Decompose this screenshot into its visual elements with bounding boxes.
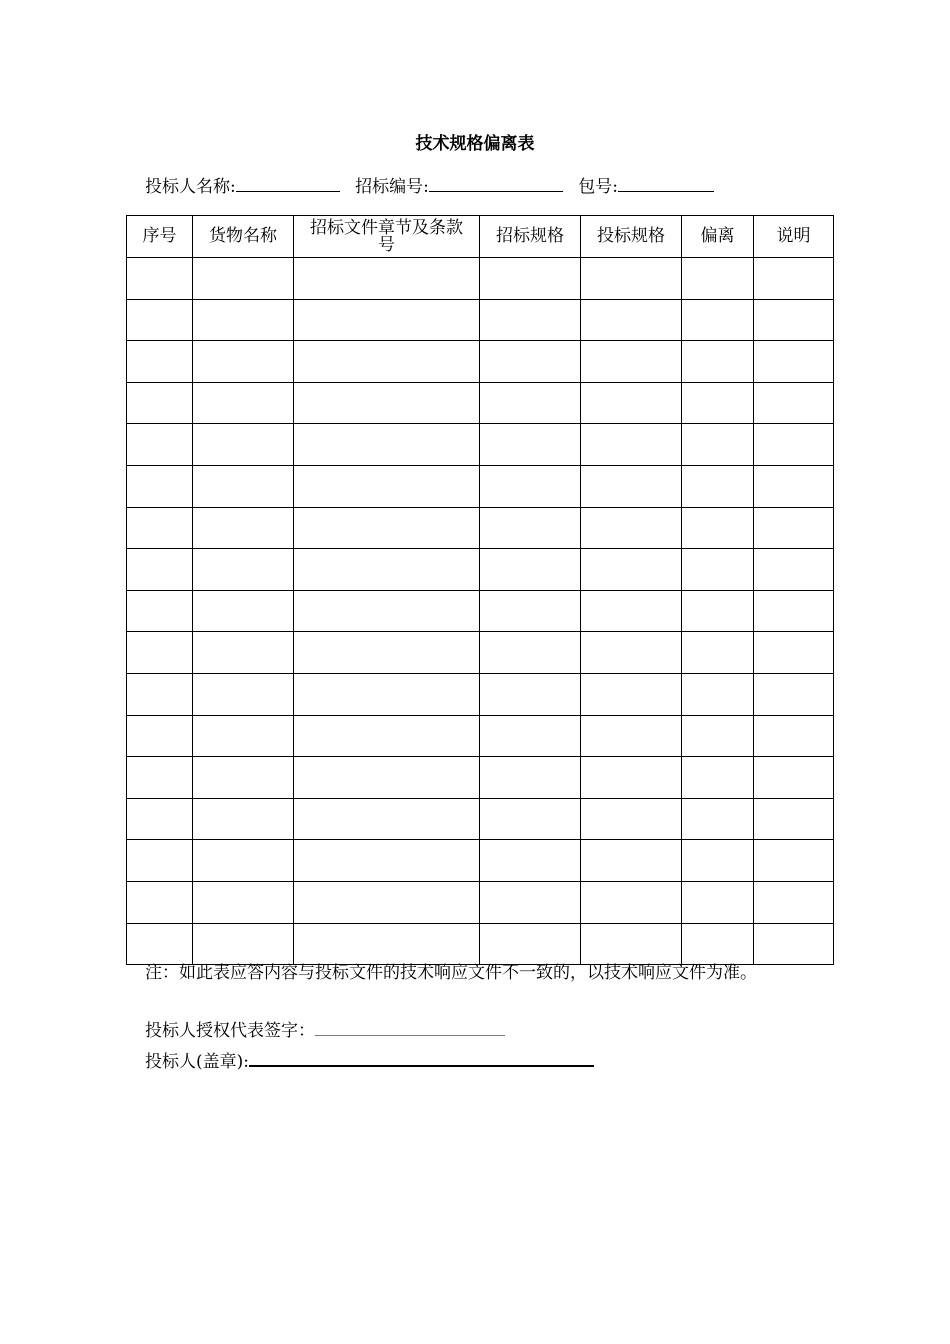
cell-tender-spec[interactable] — [480, 341, 581, 383]
cell-deviation[interactable] — [682, 258, 754, 300]
rep-signature-blank[interactable] — [315, 1021, 505, 1036]
cell-serial-no[interactable] — [127, 840, 193, 882]
cell-remarks[interactable] — [754, 840, 834, 882]
cell-bid-spec[interactable] — [581, 382, 682, 424]
cell-clause-no[interactable] — [294, 632, 480, 674]
header-bid-spec: 投标规格 — [581, 216, 682, 258]
cell-serial-no[interactable] — [127, 549, 193, 591]
cell-deviation[interactable] — [682, 549, 754, 591]
table-row — [127, 549, 834, 591]
cell-bid-spec[interactable] — [581, 757, 682, 799]
cell-clause-no[interactable] — [294, 715, 480, 757]
cell-serial-no[interactable] — [127, 632, 193, 674]
tender-no-blank[interactable] — [429, 177, 563, 192]
cell-serial-no[interactable] — [127, 382, 193, 424]
cell-tender-spec[interactable] — [480, 715, 581, 757]
cell-tender-spec[interactable] — [480, 632, 581, 674]
cell-deviation[interactable] — [682, 424, 754, 466]
cell-goods-name[interactable] — [193, 341, 294, 383]
cell-clause-no[interactable] — [294, 673, 480, 715]
cell-remarks[interactable] — [754, 549, 834, 591]
cell-goods-name[interactable] — [193, 465, 294, 507]
cell-bid-spec[interactable] — [581, 424, 682, 466]
bidder-info-line — [145, 176, 714, 198]
table-row — [127, 757, 834, 799]
cell-remarks[interactable] — [754, 798, 834, 840]
cell-tender-spec[interactable] — [480, 840, 581, 882]
cell-remarks[interactable] — [754, 673, 834, 715]
cell-serial-no[interactable] — [127, 258, 193, 300]
table-row — [127, 299, 834, 341]
package-no-field — [578, 176, 714, 198]
cell-goods-name[interactable] — [193, 923, 294, 965]
cell-tender-spec[interactable] — [480, 549, 581, 591]
cell-clause-no[interactable] — [294, 258, 480, 300]
cell-goods-name[interactable] — [193, 590, 294, 632]
cell-goods-name[interactable] — [193, 632, 294, 674]
cell-tender-spec[interactable] — [480, 258, 581, 300]
cell-deviation[interactable] — [682, 673, 754, 715]
cell-tender-spec[interactable] — [480, 757, 581, 799]
seal-blank[interactable] — [249, 1050, 594, 1067]
cell-goods-name[interactable] — [193, 507, 294, 549]
cell-tender-spec[interactable] — [480, 923, 581, 965]
cell-remarks[interactable] — [754, 757, 834, 799]
cell-serial-no[interactable] — [127, 299, 193, 341]
deviation-table — [126, 215, 834, 965]
cell-deviation[interactable] — [682, 840, 754, 882]
cell-deviation[interactable] — [682, 757, 754, 799]
cell-deviation[interactable] — [682, 507, 754, 549]
header-remarks: 说明 — [754, 216, 834, 258]
table-row — [127, 465, 834, 507]
cell-bid-spec[interactable] — [581, 299, 682, 341]
table-row — [127, 673, 834, 715]
cell-bid-spec[interactable] — [581, 549, 682, 591]
cell-remarks[interactable] — [754, 341, 834, 383]
cell-deviation[interactable] — [682, 923, 754, 965]
table-row — [127, 258, 834, 300]
cell-bid-spec[interactable] — [581, 507, 682, 549]
cell-remarks[interactable] — [754, 881, 834, 923]
cell-deviation[interactable] — [682, 465, 754, 507]
cell-remarks[interactable] — [754, 299, 834, 341]
cell-clause-no[interactable] — [294, 590, 480, 632]
cell-deviation[interactable] — [682, 715, 754, 757]
cell-remarks[interactable] — [754, 507, 834, 549]
cell-serial-no[interactable] — [127, 881, 193, 923]
table-row — [127, 341, 834, 383]
cell-clause-no[interactable] — [294, 881, 480, 923]
cell-remarks[interactable] — [754, 632, 834, 674]
cell-goods-name[interactable] — [193, 424, 294, 466]
table-row — [127, 632, 834, 674]
cell-goods-name[interactable] — [193, 299, 294, 341]
cell-tender-spec[interactable] — [480, 465, 581, 507]
cell-clause-no[interactable] — [294, 465, 480, 507]
header-goods-name: 货物名称 — [193, 216, 294, 258]
cell-bid-spec[interactable] — [581, 258, 682, 300]
cell-deviation[interactable] — [682, 798, 754, 840]
cell-bid-spec[interactable] — [581, 923, 682, 965]
table-row — [127, 840, 834, 882]
cell-deviation[interactable] — [682, 382, 754, 424]
rep-signature-label: 投标人授权代表签字： — [145, 1021, 315, 1041]
cell-tender-spec[interactable] — [480, 881, 581, 923]
table-row — [127, 923, 834, 965]
cell-tender-spec[interactable] — [480, 590, 581, 632]
seal-line — [145, 1050, 594, 1073]
table-row — [127, 798, 834, 840]
table-header-row — [127, 216, 834, 258]
table-body — [127, 258, 834, 965]
cell-goods-name[interactable] — [193, 881, 294, 923]
tender-no-field — [355, 176, 563, 198]
cell-bid-spec[interactable] — [581, 465, 682, 507]
cell-goods-name[interactable] — [193, 258, 294, 300]
cell-remarks[interactable] — [754, 465, 834, 507]
cell-goods-name[interactable] — [193, 715, 294, 757]
cell-goods-name[interactable] — [193, 757, 294, 799]
cell-tender-spec[interactable] — [480, 507, 581, 549]
cell-bid-spec[interactable] — [581, 840, 682, 882]
header-deviation: 偏离 — [682, 216, 754, 258]
cell-bid-spec[interactable] — [581, 673, 682, 715]
cell-serial-no[interactable] — [127, 673, 193, 715]
cell-remarks[interactable] — [754, 715, 834, 757]
cell-serial-no[interactable] — [127, 590, 193, 632]
cell-clause-no[interactable] — [294, 798, 480, 840]
cell-serial-no[interactable] — [127, 465, 193, 507]
cell-deviation[interactable] — [682, 632, 754, 674]
cell-bid-spec[interactable] — [581, 341, 682, 383]
cell-clause-no[interactable] — [294, 341, 480, 383]
cell-tender-spec[interactable] — [480, 424, 581, 466]
bidder-name-field — [145, 176, 340, 198]
cell-remarks[interactable] — [754, 258, 834, 300]
table-row — [127, 507, 834, 549]
cell-bid-spec[interactable] — [581, 798, 682, 840]
cell-tender-spec[interactable] — [480, 673, 581, 715]
cell-serial-no[interactable] — [127, 715, 193, 757]
cell-goods-name[interactable] — [193, 673, 294, 715]
cell-clause-no[interactable] — [294, 507, 480, 549]
cell-bid-spec[interactable] — [581, 715, 682, 757]
cell-goods-name[interactable] — [193, 840, 294, 882]
header-clause-no: 招标文件章节及条款号 — [294, 216, 480, 258]
bidder-name-blank[interactable] — [236, 177, 340, 192]
package-no-blank[interactable] — [618, 177, 714, 192]
cell-serial-no[interactable] — [127, 507, 193, 549]
cell-serial-no[interactable] — [127, 424, 193, 466]
package-no-label: 包号: — [578, 177, 619, 197]
cell-tender-spec[interactable] — [480, 798, 581, 840]
cell-deviation[interactable] — [682, 881, 754, 923]
table-row — [127, 715, 834, 757]
cell-clause-no[interactable] — [294, 757, 480, 799]
cell-tender-spec[interactable] — [480, 299, 581, 341]
cell-clause-no[interactable] — [294, 840, 480, 882]
cell-remarks[interactable] — [754, 923, 834, 965]
cell-serial-no[interactable] — [127, 757, 193, 799]
cell-remarks[interactable] — [754, 382, 834, 424]
rep-signature-line — [145, 1020, 505, 1042]
table-row — [127, 881, 834, 923]
header-serial-no: 序号 — [127, 216, 193, 258]
seal-label: 投标人(盖章): — [145, 1052, 249, 1072]
header-tender-spec: 招标规格 — [480, 216, 581, 258]
cell-bid-spec[interactable] — [581, 881, 682, 923]
cell-deviation[interactable] — [682, 590, 754, 632]
cell-bid-spec[interactable] — [581, 632, 682, 674]
cell-clause-no[interactable] — [294, 382, 480, 424]
cell-deviation[interactable] — [682, 299, 754, 341]
cell-serial-no[interactable] — [127, 923, 193, 965]
cell-deviation[interactable] — [682, 341, 754, 383]
cell-serial-no[interactable] — [127, 798, 193, 840]
table-row — [127, 382, 834, 424]
cell-clause-no[interactable] — [294, 549, 480, 591]
cell-goods-name[interactable] — [193, 549, 294, 591]
tender-no-label: 招标编号: — [355, 177, 429, 197]
document-title: 技术规格偏离表 — [415, 134, 535, 154]
cell-clause-no[interactable] — [294, 299, 480, 341]
cell-goods-name[interactable] — [193, 798, 294, 840]
cell-clause-no[interactable] — [294, 923, 480, 965]
table-row — [127, 590, 834, 632]
cell-bid-spec[interactable] — [581, 590, 682, 632]
cell-clause-no[interactable] — [294, 424, 480, 466]
cell-remarks[interactable] — [754, 590, 834, 632]
bidder-name-label: 投标人名称: — [145, 177, 236, 197]
table-row — [127, 424, 834, 466]
note-text: 注：如此表应答内容与投标文件的技术响应文件不一致的，以技术响应文件为准。 — [145, 963, 757, 983]
cell-serial-no[interactable] — [127, 341, 193, 383]
cell-remarks[interactable] — [754, 424, 834, 466]
cell-tender-spec[interactable] — [480, 382, 581, 424]
cell-goods-name[interactable] — [193, 382, 294, 424]
